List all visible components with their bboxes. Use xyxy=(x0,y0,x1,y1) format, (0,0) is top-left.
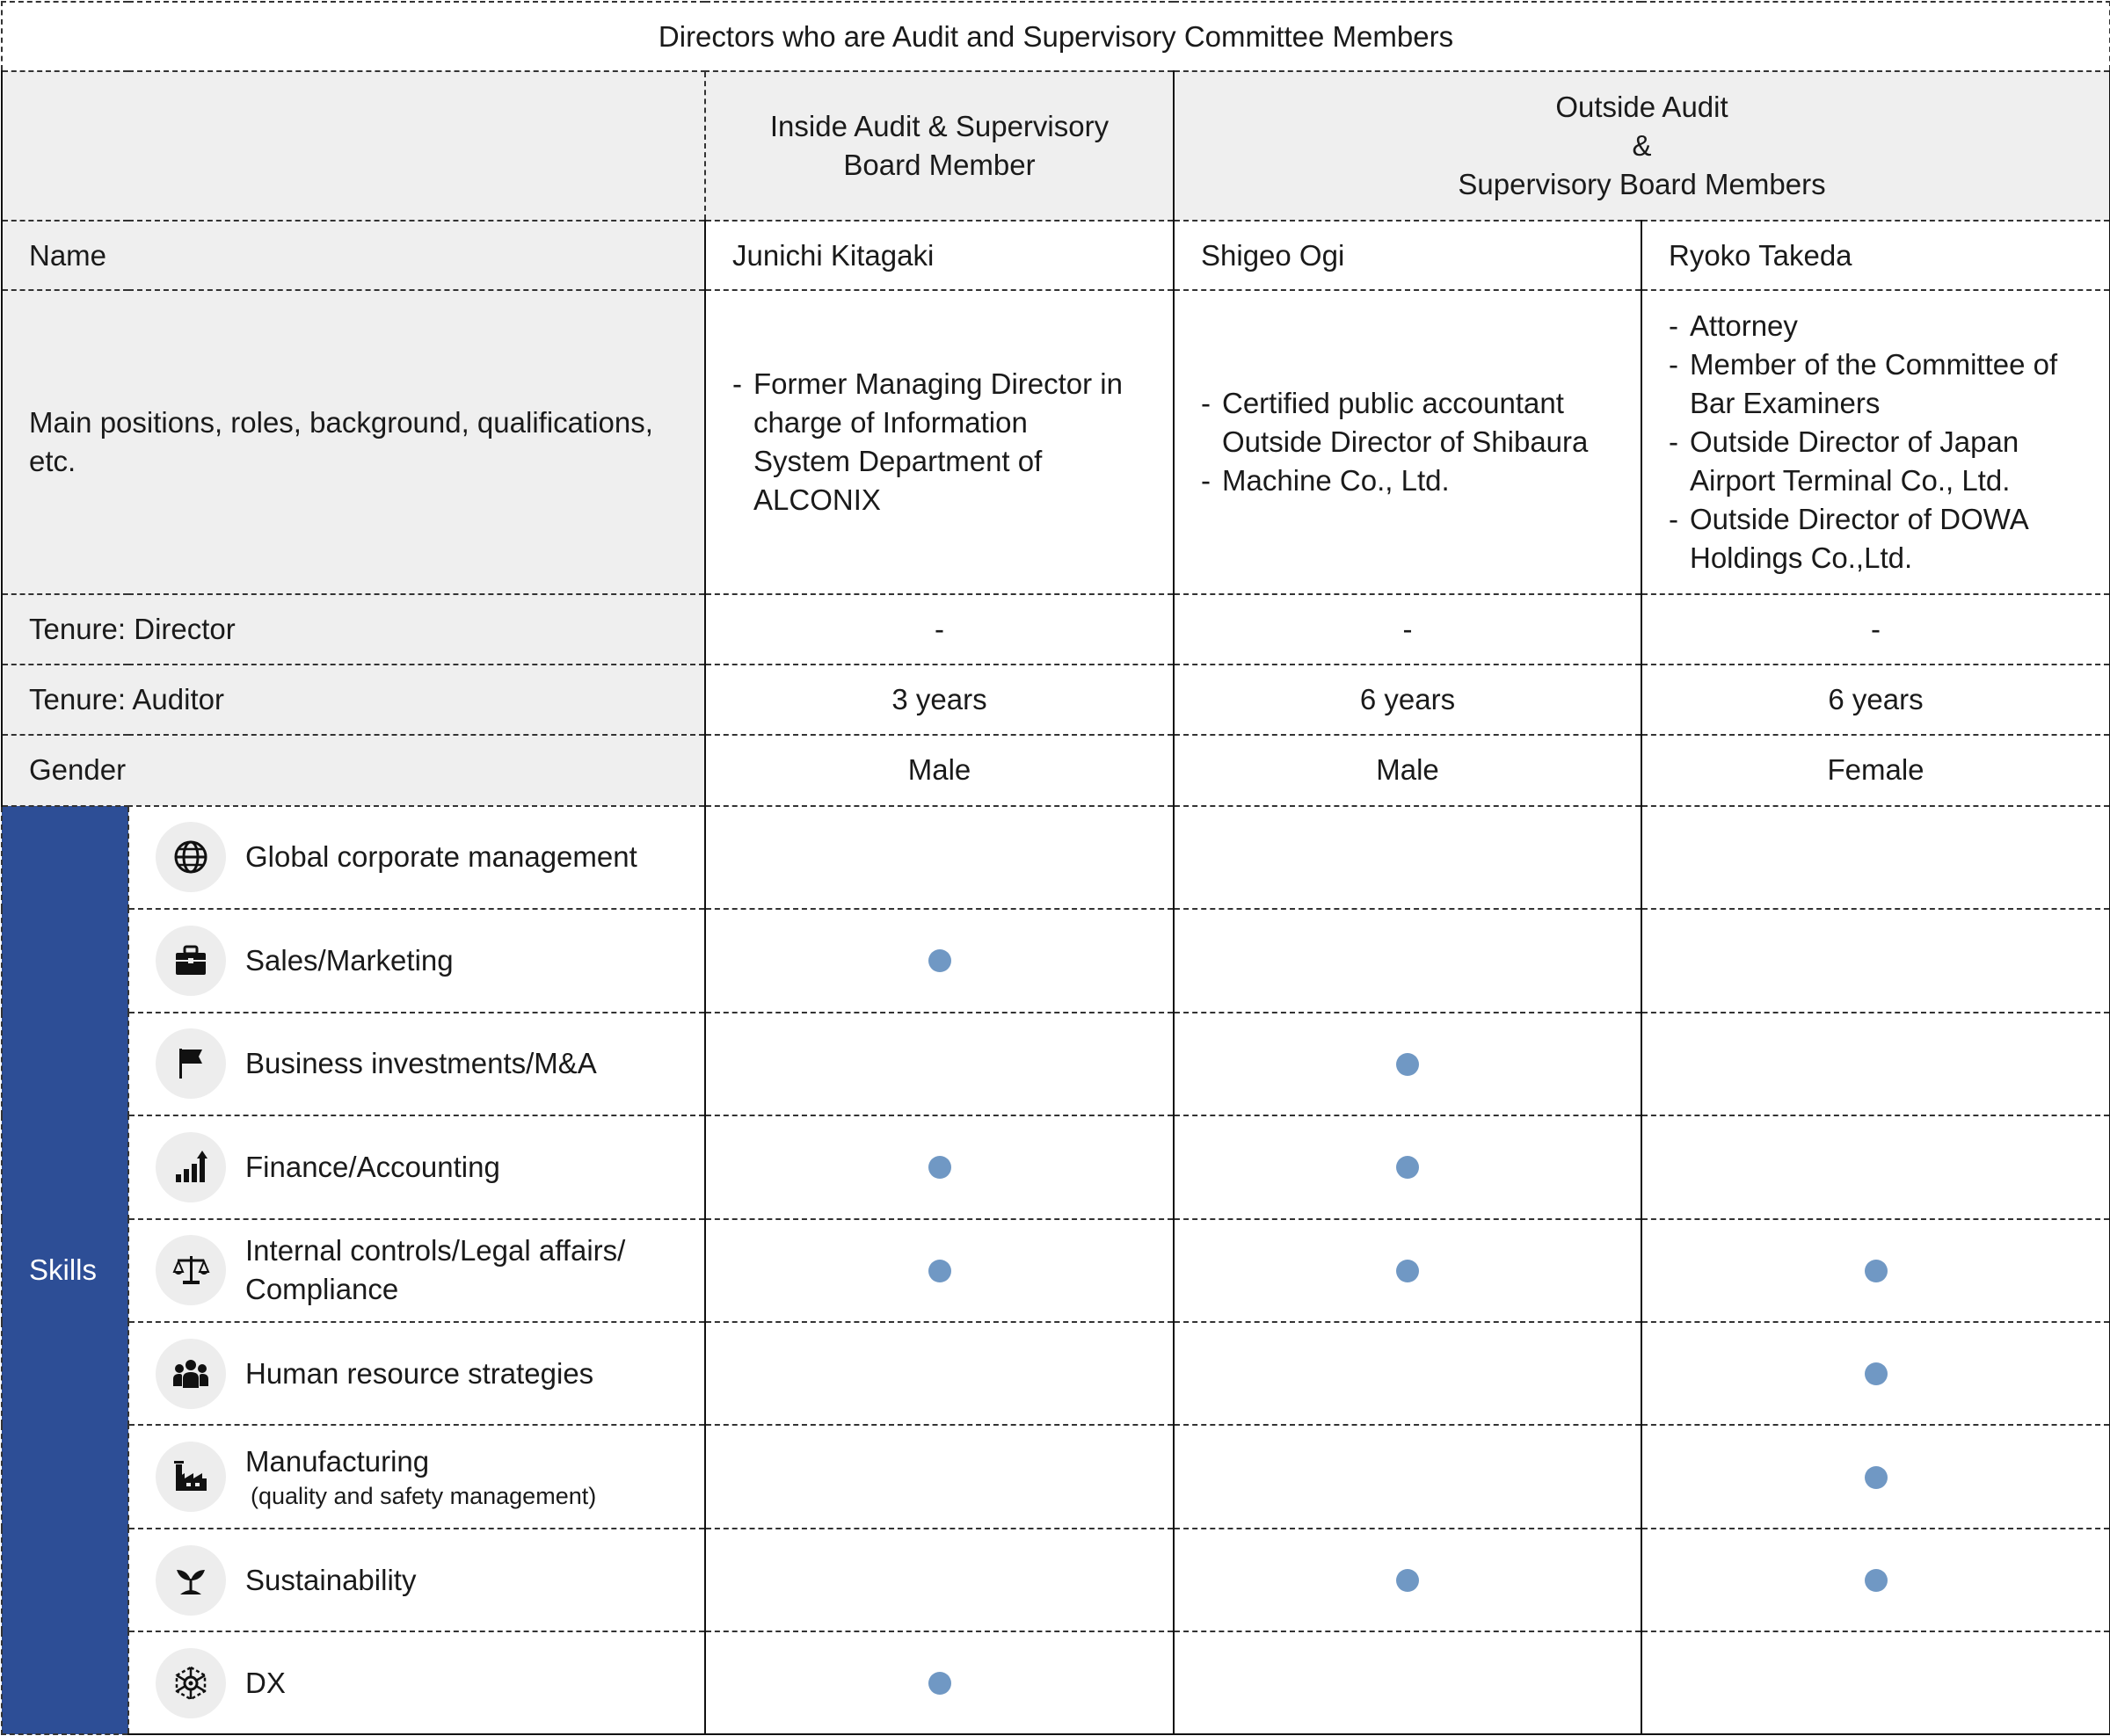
tenure-director-value: - xyxy=(705,594,1174,665)
member-name: Ryoko Takeda xyxy=(1641,221,2110,290)
skill-mark-cell xyxy=(705,1322,1174,1425)
skill-mark-cell xyxy=(705,909,1174,1012)
skill-label xyxy=(245,1231,625,1309)
skill-name-cell xyxy=(128,1115,705,1218)
skill-label xyxy=(245,1561,416,1600)
skill-dot xyxy=(1396,1156,1419,1179)
factory-icon xyxy=(156,1442,226,1512)
name-label: Name xyxy=(2,221,705,290)
skill-row xyxy=(2,806,2110,909)
skill-dot xyxy=(1396,1053,1419,1076)
skill-label-line: Global corporate management xyxy=(245,840,637,874)
tenure-auditor-value: 6 years xyxy=(1641,665,2110,735)
table-title: Directors who are Audit and Supervisory Committee Members xyxy=(2,2,2110,71)
skill-row xyxy=(2,1115,2110,1218)
position-line: Outside Director of Shibaura xyxy=(1222,425,1589,458)
positions-row xyxy=(2,290,2110,593)
skill-mark-cell xyxy=(1174,1013,1641,1115)
outside-members-header: Outside Audit & Supervisory Board Members xyxy=(1174,71,2110,221)
member-name: Shigeo Ogi xyxy=(1174,221,1641,290)
skill-mark-cell xyxy=(1641,806,2110,909)
skill-label xyxy=(245,1355,593,1393)
skill-dot xyxy=(1396,1569,1419,1592)
skill-name-cell xyxy=(128,909,705,1012)
tenure-auditor-value: 6 years xyxy=(1174,665,1641,735)
skill-name-cell xyxy=(128,1631,705,1734)
growth-chart-icon xyxy=(156,1132,226,1202)
member-name: Junichi Kitagaki xyxy=(705,221,1174,290)
skill-mark-cell xyxy=(705,1115,1174,1218)
position-line: Airport Terminal Co., Ltd. xyxy=(1690,464,2011,497)
skill-dot xyxy=(1865,1260,1888,1282)
group-header-row xyxy=(2,71,2110,221)
skill-mark-cell xyxy=(1641,1425,2110,1528)
skill-row xyxy=(2,1529,2110,1631)
tenure-director-value: - xyxy=(1174,594,1641,665)
skill-dot xyxy=(928,1260,951,1282)
positions-label: Main positions, roles, background, qualifications, etc. xyxy=(2,290,705,593)
position-line: Holdings Co.,Ltd. xyxy=(1690,541,1913,574)
skill-mark-cell xyxy=(1641,1322,2110,1425)
skill-mark-cell xyxy=(1174,1115,1641,1218)
gender-value: Male xyxy=(1174,735,1641,805)
skill-label xyxy=(245,838,637,876)
skill-label xyxy=(245,941,454,980)
skill-dot xyxy=(1396,1260,1419,1282)
skill-row xyxy=(2,1425,2110,1528)
tenure-auditor-value: 3 years xyxy=(705,665,1174,735)
flag-icon xyxy=(156,1028,226,1099)
skill-label-line: Human resource strategies xyxy=(245,1356,594,1390)
position-line: - Outside Director of DOWA xyxy=(1669,500,2083,539)
gender-value: Female xyxy=(1641,735,2110,805)
skill-mark-cell xyxy=(705,1529,1174,1631)
tenure-director-value: - xyxy=(1641,594,2110,665)
skill-name-cell xyxy=(128,1013,705,1115)
skill-sublabel: (quality and safety management) xyxy=(251,1483,597,1510)
skill-mark-cell xyxy=(1641,1631,2110,1734)
skill-label-line: Finance/Accounting xyxy=(245,1150,500,1183)
skill-name-cell xyxy=(128,806,705,909)
skill-label-line: DX xyxy=(245,1666,286,1699)
skill-row xyxy=(2,1219,2110,1322)
header-blank-cell xyxy=(2,71,705,221)
people-icon xyxy=(156,1339,226,1409)
skill-dot xyxy=(928,949,951,972)
inside-member-header: Inside Audit & Supervisory Board Member xyxy=(705,71,1174,221)
skill-label xyxy=(245,1044,597,1083)
position-line: - Member of the Committee of xyxy=(1669,345,2083,384)
skill-mark-cell xyxy=(705,1219,1174,1322)
skill-mark-cell xyxy=(1174,909,1641,1012)
skill-mark-cell xyxy=(705,1631,1174,1734)
position-line: charge of Information xyxy=(753,406,1028,439)
gender-label: Gender xyxy=(2,735,705,805)
skill-dot xyxy=(1865,1362,1888,1385)
skill-mark-cell xyxy=(1174,1425,1641,1528)
gender-value: Male xyxy=(705,735,1174,805)
skill-name-cell xyxy=(128,1425,705,1528)
skill-mark-cell xyxy=(1641,1013,2110,1115)
skill-label xyxy=(245,1442,596,1511)
skill-mark-cell xyxy=(705,806,1174,909)
skill-row xyxy=(2,1013,2110,1115)
skills-matrix-table xyxy=(1,1,2110,1735)
skill-label xyxy=(245,1148,500,1187)
skill-dot xyxy=(928,1672,951,1695)
position-line: - Outside Director of Japan xyxy=(1669,423,2083,461)
skill-mark-cell xyxy=(1641,1219,2110,1322)
skill-mark-cell xyxy=(1641,1529,2110,1631)
skill-mark-cell xyxy=(1174,1322,1641,1425)
skill-label-line: Sustainability xyxy=(245,1563,417,1596)
skill-label-line: Manufacturing xyxy=(245,1445,430,1478)
skill-name-cell xyxy=(128,1219,705,1322)
skill-dot xyxy=(928,1156,951,1179)
skill-mark-cell xyxy=(1641,909,2110,1012)
position-line: - Former Managing Director in xyxy=(732,365,1146,403)
skill-mark-cell xyxy=(1641,1115,2110,1218)
name-row xyxy=(2,221,2110,290)
skill-mark-cell xyxy=(1174,1219,1641,1322)
skill-row xyxy=(2,1631,2110,1734)
skill-label-line: Internal controls/Legal affairs/ xyxy=(245,1234,626,1267)
skill-mark-cell xyxy=(1174,1631,1641,1734)
skill-row xyxy=(2,909,2110,1012)
skill-name-cell xyxy=(128,1322,705,1425)
skill-name-cell xyxy=(128,1529,705,1631)
position-line: ALCONIX xyxy=(753,483,881,516)
skill-mark-cell xyxy=(1174,1529,1641,1631)
skill-mark-cell xyxy=(705,1425,1174,1528)
skill-label xyxy=(245,1664,286,1703)
tenure-auditor-row xyxy=(2,665,2110,735)
gender-row xyxy=(2,735,2110,805)
position-line: System Department of xyxy=(753,445,1043,477)
skills-band-label: Skills xyxy=(2,806,128,1734)
skill-label-line: Business investments/M&A xyxy=(245,1047,597,1080)
dx-network-icon xyxy=(156,1648,226,1718)
globe-icon xyxy=(156,822,226,892)
skill-mark-cell xyxy=(1174,806,1641,909)
skill-dot xyxy=(1865,1466,1888,1489)
tenure-director-label: Tenure: Director xyxy=(2,594,705,665)
member-positions xyxy=(1641,290,2110,593)
position-line: - Attorney xyxy=(1669,307,2083,345)
member-positions xyxy=(1174,290,1641,593)
position-line: - Machine Co., Ltd. xyxy=(1201,461,1614,500)
member-positions xyxy=(705,290,1174,593)
position-line: Bar Examiners xyxy=(1690,387,1881,419)
skill-row xyxy=(2,1322,2110,1425)
sprout-icon xyxy=(156,1545,226,1616)
scales-icon xyxy=(156,1235,226,1305)
tenure-director-row xyxy=(2,594,2110,665)
title-row xyxy=(2,2,2110,71)
skill-mark-cell xyxy=(705,1013,1174,1115)
tenure-auditor-label: Tenure: Auditor xyxy=(2,665,705,735)
skill-label-line: Sales/Marketing xyxy=(245,943,454,977)
position-line: - Certified public accountant xyxy=(1201,384,1614,423)
briefcase-icon xyxy=(156,926,226,996)
skill-label-line: Compliance xyxy=(245,1273,399,1306)
skill-dot xyxy=(1865,1569,1888,1592)
